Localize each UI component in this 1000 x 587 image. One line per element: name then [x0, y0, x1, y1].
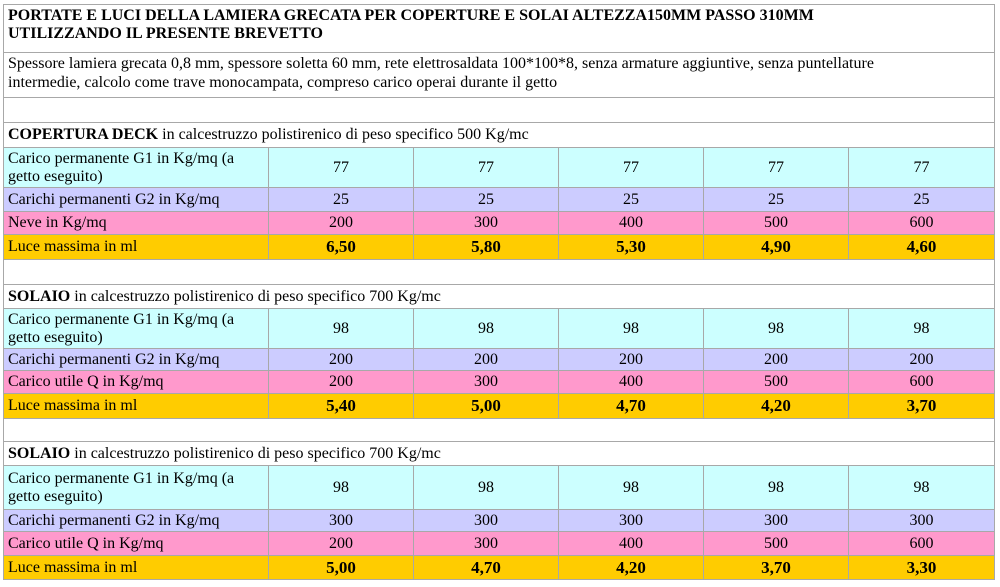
row-label: Carichi permanenti G2 in Kg/mq	[4, 188, 269, 212]
section-heading	[4, 123, 995, 148]
value-cell: 200	[704, 349, 849, 371]
value-cell: 200	[414, 349, 559, 371]
title-line-1: PORTATE E LUCI DELLA LAMIERA GRECATA PER COPERTURE E SOLAI ALTEZZA150MM PASSO 310MM	[8, 7, 814, 24]
section-heading-text: in calcestruzzo polistirenico di peso specifico 500 Kg/mc	[158, 126, 529, 143]
value-cell: 300	[414, 510, 559, 532]
row-label: Carico utile Q in Kg/mq	[4, 371, 269, 394]
value-cell: 25	[414, 188, 559, 212]
value-cell: 400	[559, 212, 704, 235]
table-row-q	[4, 532, 995, 556]
value-cell: 3,70	[849, 394, 995, 419]
value-cell: 300	[269, 510, 414, 532]
table-row-g1	[4, 148, 995, 188]
table-row-q	[4, 212, 995, 235]
section-heading	[4, 442, 995, 466]
value-cell: 200	[559, 349, 704, 371]
value-cell: 400	[559, 532, 704, 556]
value-cell: 600	[849, 371, 995, 394]
value-cell: 600	[849, 212, 995, 235]
value-cell: 500	[704, 532, 849, 556]
row-label: Carichi permanenti G2 in Kg/mq	[4, 510, 269, 532]
table-row-g1	[4, 466, 995, 510]
value-cell: 200	[269, 349, 414, 371]
empty-row	[4, 260, 995, 285]
value-cell: 500	[704, 212, 849, 235]
row-label: Carico permanente G1 in Kg/mq (a getto eseguito)	[4, 148, 269, 188]
row-label: Neve in Kg/mq	[4, 212, 269, 235]
description-line-1: Spessore lamiera grecata 0,8 mm, spessore soletta 60 mm, rete elettrosaldata 100*100*8, senza armature aggiuntive, senza puntellature	[8, 55, 874, 72]
value-cell: 3,70	[704, 556, 849, 580]
section-heading-bold: SOLAIO	[8, 287, 71, 305]
value-cell: 98	[849, 309, 995, 349]
description-row	[4, 53, 995, 98]
value-cell: 98	[269, 466, 414, 510]
value-cell: 77	[269, 148, 414, 188]
empty-row	[4, 98, 995, 123]
section-heading-row	[4, 285, 995, 309]
section-heading-text: in calcestruzzo polistirenico di peso specifico 700 Kg/mc	[70, 287, 441, 305]
value-cell: 3,30	[849, 556, 995, 580]
section-heading-row	[4, 123, 995, 148]
value-cell: 5,00	[414, 394, 559, 419]
value-cell: 300	[849, 510, 995, 532]
value-cell: 25	[704, 188, 849, 212]
table-row-g2	[4, 349, 995, 371]
empty-row	[4, 419, 995, 442]
value-cell: 5,30	[559, 235, 704, 260]
value-cell: 5,40	[269, 394, 414, 419]
value-cell: 98	[559, 309, 704, 349]
spreadsheet	[3, 4, 995, 580]
value-cell: 300	[414, 532, 559, 556]
value-cell: 98	[414, 466, 559, 510]
empty-cell	[4, 260, 995, 285]
value-cell: 200	[269, 212, 414, 235]
row-label: Carichi permanenti G2 in Kg/mq	[4, 349, 269, 371]
section-heading-bold: SOLAIO	[8, 444, 71, 462]
row-label: Luce massima in ml	[4, 556, 269, 580]
empty-cell	[4, 98, 995, 123]
value-cell: 4,20	[559, 556, 704, 580]
value-cell: 600	[849, 532, 995, 556]
table-row-luce	[4, 235, 995, 260]
value-cell: 77	[559, 148, 704, 188]
value-cell: 98	[704, 309, 849, 349]
section-heading-row	[4, 442, 995, 466]
value-cell: 5,00	[269, 556, 414, 580]
title-row	[4, 5, 995, 53]
value-cell: 98	[269, 309, 414, 349]
value-cell: 77	[414, 148, 559, 188]
section-heading-bold: COPERTURA DECK	[8, 126, 159, 143]
table-title	[4, 5, 995, 53]
value-cell: 98	[414, 309, 559, 349]
section-heading	[4, 285, 995, 309]
value-cell: 200	[269, 371, 414, 394]
row-label: Carico permanente G1 in Kg/mq (a getto eseguito)	[4, 466, 269, 510]
value-cell: 98	[559, 466, 704, 510]
value-cell: 25	[269, 188, 414, 212]
value-cell: 5,80	[414, 235, 559, 260]
description-line-2: intermedie, calcolo come trave monocampata, compreso carico operai durante il getto	[8, 74, 558, 91]
value-cell: 200	[849, 349, 995, 371]
table-row-g2	[4, 510, 995, 532]
value-cell: 500	[704, 371, 849, 394]
value-cell: 4,20	[704, 394, 849, 419]
row-label: Luce massima in ml	[4, 235, 269, 260]
value-cell: 98	[849, 466, 995, 510]
value-cell: 98	[704, 466, 849, 510]
section-heading-text: in calcestruzzo polistirenico di peso specifico 700 Kg/mc	[70, 444, 441, 462]
row-label: Luce massima in ml	[4, 394, 269, 419]
value-cell: 6,50	[269, 235, 414, 260]
value-cell: 400	[559, 371, 704, 394]
value-cell: 4,60	[849, 235, 995, 260]
value-cell: 4,90	[704, 235, 849, 260]
value-cell: 4,70	[559, 394, 704, 419]
table-row-q	[4, 371, 995, 394]
table-row-g2	[4, 188, 995, 212]
value-cell: 300	[559, 510, 704, 532]
table-row-luce	[4, 394, 995, 419]
value-cell: 300	[704, 510, 849, 532]
table-row-g1	[4, 309, 995, 349]
description	[4, 53, 995, 98]
value-cell: 300	[414, 371, 559, 394]
row-label: Carico permanente G1 in Kg/mq (a getto eseguito)	[4, 309, 269, 349]
load-span-table	[3, 4, 995, 580]
value-cell: 77	[849, 148, 995, 188]
value-cell: 200	[269, 532, 414, 556]
value-cell: 25	[849, 188, 995, 212]
value-cell: 25	[559, 188, 704, 212]
value-cell: 77	[704, 148, 849, 188]
value-cell: 300	[414, 212, 559, 235]
empty-cell	[4, 419, 995, 442]
title-line-2: UTILIZZANDO IL PRESENTE BREVETTO	[8, 25, 323, 42]
value-cell: 4,70	[414, 556, 559, 580]
table-row-luce	[4, 556, 995, 580]
row-label: Carico utile Q in Kg/mq	[4, 532, 269, 556]
